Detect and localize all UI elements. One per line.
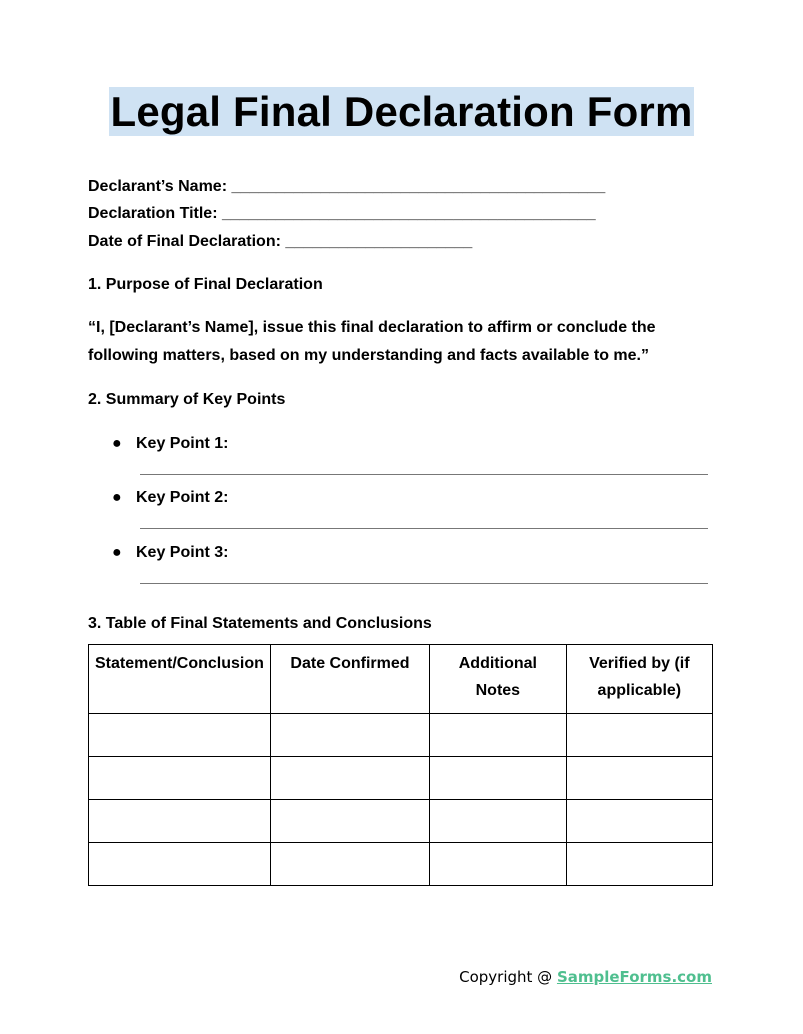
table-cell[interactable] (89, 757, 271, 800)
copyright-text: Copyright @ (459, 968, 557, 986)
table-cell[interactable] (566, 843, 712, 886)
table-cell[interactable] (270, 800, 429, 843)
table-cell[interactable] (430, 843, 567, 886)
bullet-icon: ● (112, 489, 122, 506)
declarant-name-blank[interactable]: __________________________________________ (231, 178, 606, 195)
table-header-row (89, 645, 713, 714)
table-row (89, 843, 713, 886)
table-row (89, 714, 713, 757)
table-cell[interactable] (89, 714, 271, 757)
title-container (0, 87, 803, 136)
table-cell[interactable] (89, 800, 271, 843)
declaration-title-field (88, 204, 596, 224)
key-point-1-line[interactable] (140, 474, 708, 475)
key-point-2-line[interactable] (140, 528, 708, 529)
table-cell[interactable] (566, 757, 712, 800)
page-title: Legal Final Declaration Form (110, 88, 693, 135)
declaration-date-blank[interactable]: _____________________ (285, 233, 473, 250)
table-cell[interactable] (89, 843, 271, 886)
column-header-additional-notes: Additional Notes (430, 645, 567, 714)
table-cell[interactable] (430, 800, 567, 843)
bullet-icon: ● (112, 435, 122, 452)
purpose-heading: 1. Purpose of Final Declaration (88, 276, 323, 293)
table-row (89, 757, 713, 800)
final-statements-table (88, 644, 713, 886)
sampleforms-link[interactable]: SampleForms.com (556, 968, 712, 986)
key-point-3-line[interactable] (140, 583, 708, 584)
declarant-name-field (88, 177, 605, 197)
table-cell[interactable] (430, 714, 567, 757)
declaration-title-blank[interactable]: __________________________________________ (221, 205, 596, 222)
bullet-icon: ● (112, 544, 122, 561)
table-cell[interactable] (566, 800, 712, 843)
key-point-3-label: Key Point 3: (136, 544, 229, 561)
purpose-statement: “I, [Declarant’s Name], issue this final declaration to affirm or conclude the following matters, based on my understanding and facts available to me.” (88, 319, 656, 364)
column-header-statement: Statement/Conclusion (89, 645, 271, 714)
key-point-1-label: Key Point 1: (136, 435, 229, 452)
table-cell[interactable] (566, 714, 712, 757)
declaration-title-label: Declaration Title: (88, 205, 218, 222)
table-cell[interactable] (430, 757, 567, 800)
column-header-date-confirmed: Date Confirmed (270, 645, 429, 714)
declaration-date-field (88, 232, 472, 252)
table-row (89, 800, 713, 843)
declaration-date-label: Date of Final Declaration: (88, 233, 281, 250)
summary-heading: 2. Summary of Key Points (88, 391, 286, 408)
key-point-2-label: Key Point 2: (136, 489, 229, 506)
table-cell[interactable] (270, 757, 429, 800)
table-cell[interactable] (270, 714, 429, 757)
footer-copyright (459, 968, 712, 986)
column-header-verified-by: Verified by (if applicable) (566, 645, 712, 714)
table-cell[interactable] (270, 843, 429, 886)
table-heading: 3. Table of Final Statements and Conclusions (88, 615, 432, 632)
declarant-name-label: Declarant’s Name: (88, 178, 228, 195)
